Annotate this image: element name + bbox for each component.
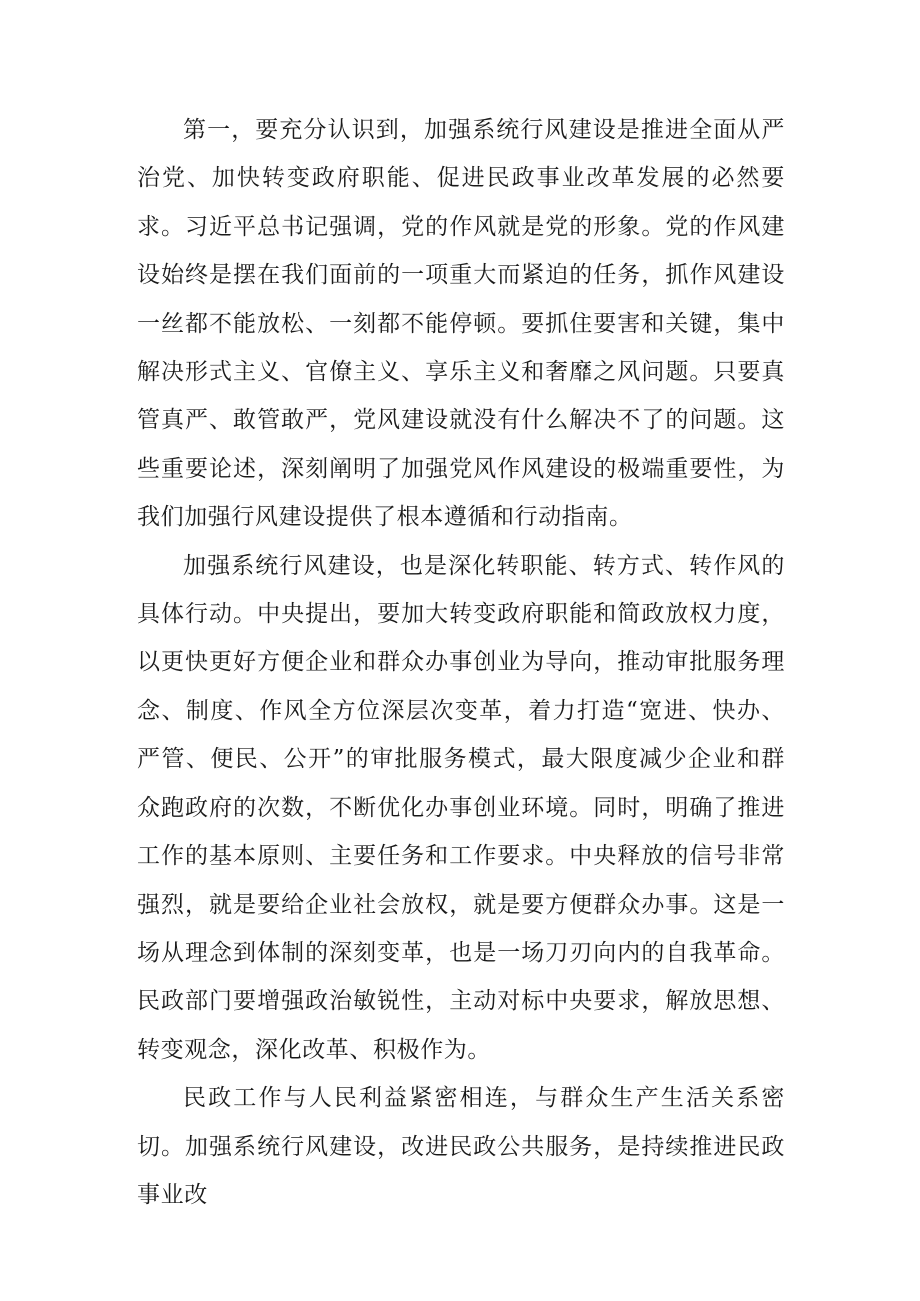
paragraph-2: 加强系统行风建设，也是深化转职能、转方式、转作风的具体行动。中央提出，要加大转变政府职能和简政放权力度，以更快更好方便企业和群众办事创业为导向，推动审批服务理念、制度、作风全方位深层次变革，着力打造“宽进、快办、严管、便民、公开”的审批服务模式，最大限度减少企业和群众跑政府的次数，不断优化办事创业环境。同时，明确了推进工作的基本原则、主要任务和工作要求。中央释放的信号非常强烈，就是要给企业社会放权，就是要方便群众办事。这是一场从理念到体制的深刻变革，也是一场刀刃向内的自我革命。民政部门要增强政治敏锐性，主动对标中央要求，解放思想、转变观念，深化改革、积极作为。: [137, 552, 785, 1063]
paragraph-3: 民政工作与人民利益紧密相连，与群众生产生活关系密切。加强系统行风建设，改进民政公共服务，是持续推进民政事业改: [137, 1085, 785, 1208]
document-body: [137, 106, 785, 1219]
paragraph-1: 第一，要充分认识到，加强系统行风建设是推进全面从严治党、加快转变政府职能、促进民政事业改革发展的必然要求。习近平总书记强调，党的作风就是党的形象。党的作风建设始终是摆在我们面前的一项重大而紧迫的任务，抓作风建设一丝都不能放松、一刻都不能停顿。要抓住要害和关键，集中解决形式主义、官僚主义、享乐主义和奢靡之风问题。只要真管真严、敢管敢严，党风建设就没有什么解决不了的问题。这些重要论述，深刻阐明了加强党风作风建设的极端重要性，为我们加强行风建设提供了根本遵循和行动指南。: [137, 117, 785, 531]
